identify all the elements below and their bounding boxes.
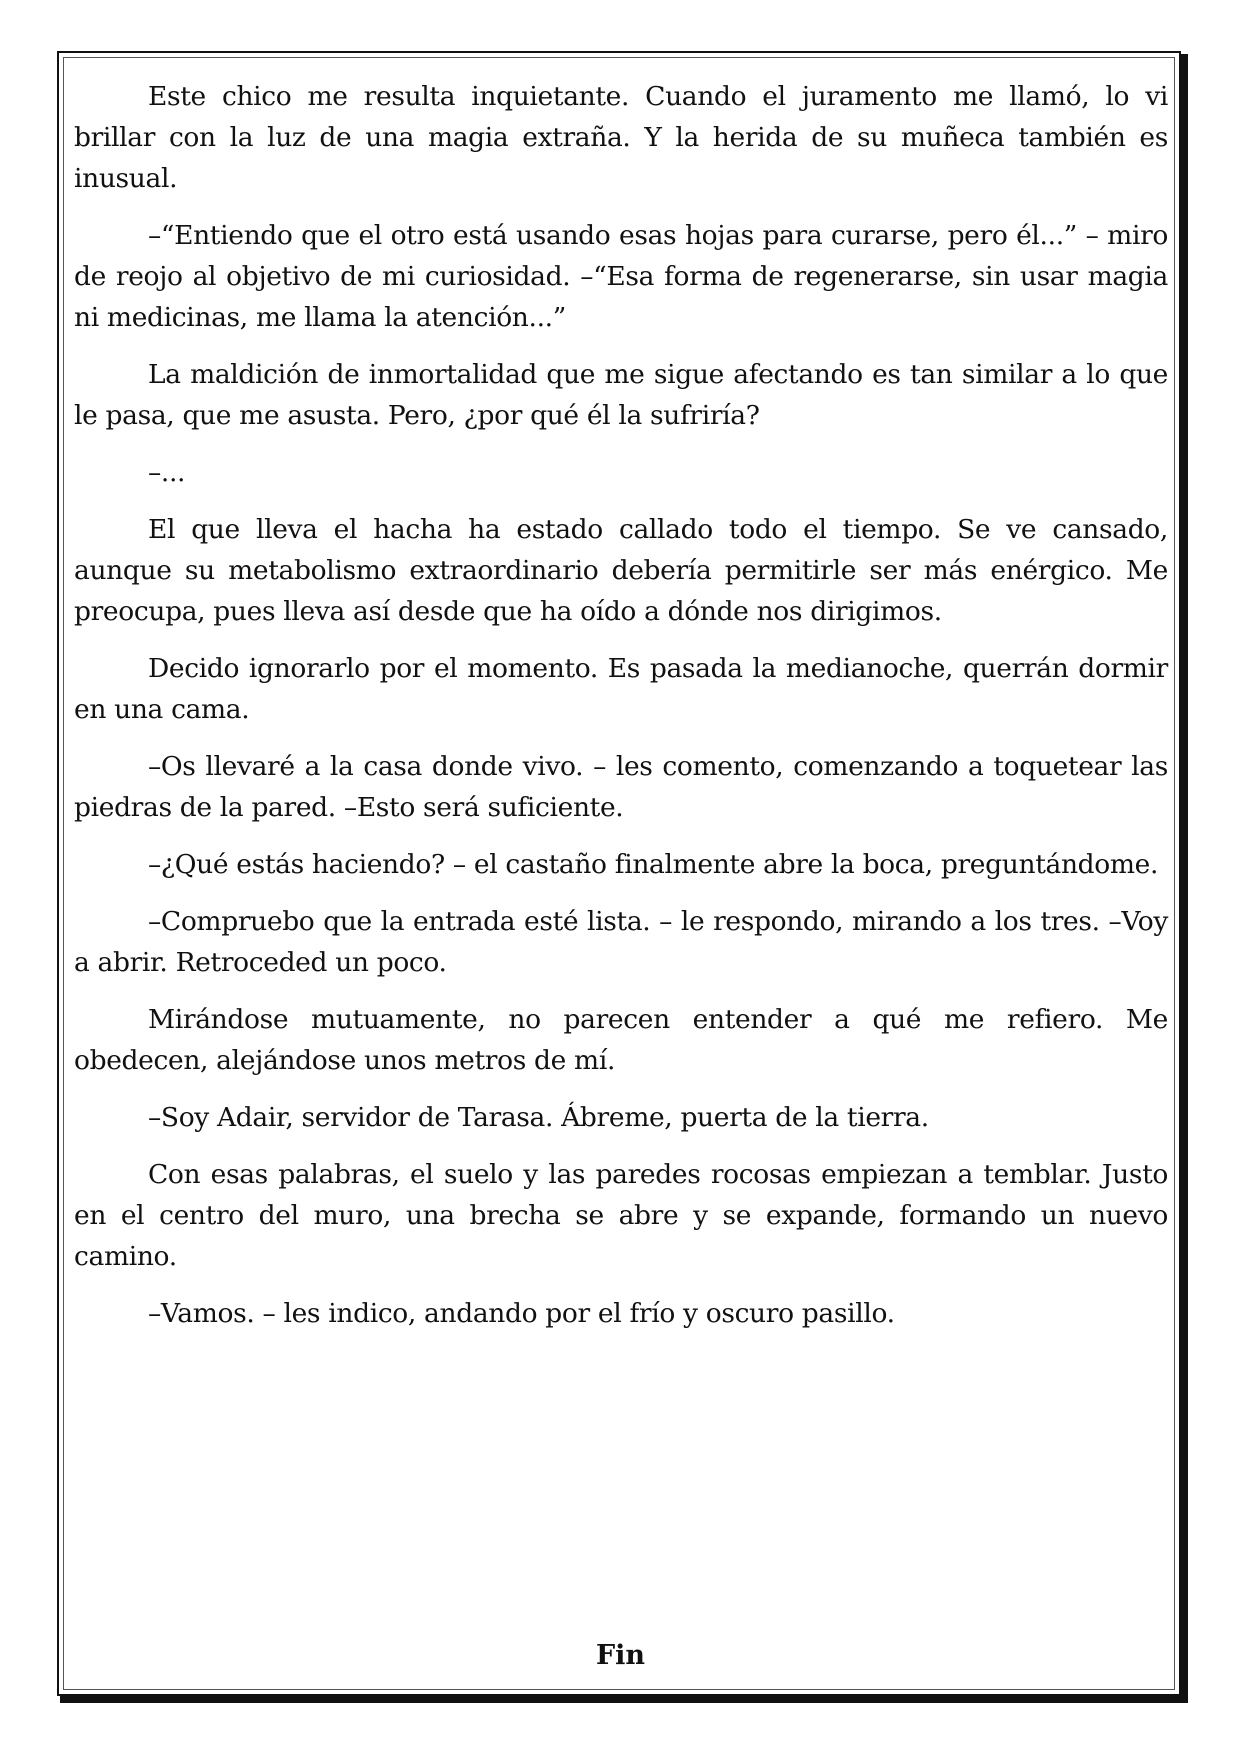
paragraph: Este chico me resulta inquietante. Cuando el juramento me llamó, lo vi brillar con la luz de una magia extraña. Y la herida de su muñeca también es inusual. (74, 81, 1168, 194)
paragraph: –... (148, 457, 186, 488)
paragraph: –Vamos. – les indico, andando por el frío y oscuro pasillo. (148, 1298, 895, 1329)
end-mark: Fin (595, 1640, 646, 1671)
paragraph: –Soy Adair, servidor de Tarasa. Ábreme, puerta de la tierra. (148, 1102, 929, 1133)
paragraph: –Compruebo que la entrada esté lista. – le respondo, mirando a los tres. –Voy a abrir. Retroceded un poco. (74, 906, 1168, 978)
paragraph: La maldición de inmortalidad que me sigue afectando es tan similar a lo que le pasa, que me asusta. Pero, ¿por qué él la sufriría? (74, 359, 1168, 431)
paragraph: –¿Qué estás haciendo? – el castaño finalmente abre la boca, preguntándome. (148, 849, 1159, 880)
paragraph: –“Entiendo que el otro está usando esas hojas para curarse, pero él...” – miro de reojo al objetivo de mi curiosidad. –“Esa forma de regenerarse, sin usar magia ni medicinas, me llama la atención...” (74, 220, 1168, 333)
paragraph: Con esas palabras, el suelo y las paredes rocosas empiezan a temblar. Justo en el centro del muro, una brecha se abre y se expande, formando un nuevo camino. (74, 1159, 1168, 1272)
paragraph: –Os llevaré a la casa donde vivo. – les comento, comenzando a toquetear las piedras de la pared. –Esto será suficiente. (74, 751, 1168, 823)
paragraph: El que lleva el hacha ha estado callado todo el tiempo. Se ve cansado, aunque su metabolismo extraordinario debería permitirle ser más enérgico. Me preocupa, pues lleva así desde que ha oído a dónde nos dirigimos. (74, 514, 1168, 627)
story-text (74, 76, 1168, 1350)
paragraph: Mirándose mutuamente, no parecen entender a qué me refiero. Me obedecen, alejándose unos metros de mí. (74, 1004, 1168, 1076)
paragraph: Decido ignorarlo por el momento. Es pasada la medianoche, querrán dormir en una cama. (74, 653, 1168, 725)
